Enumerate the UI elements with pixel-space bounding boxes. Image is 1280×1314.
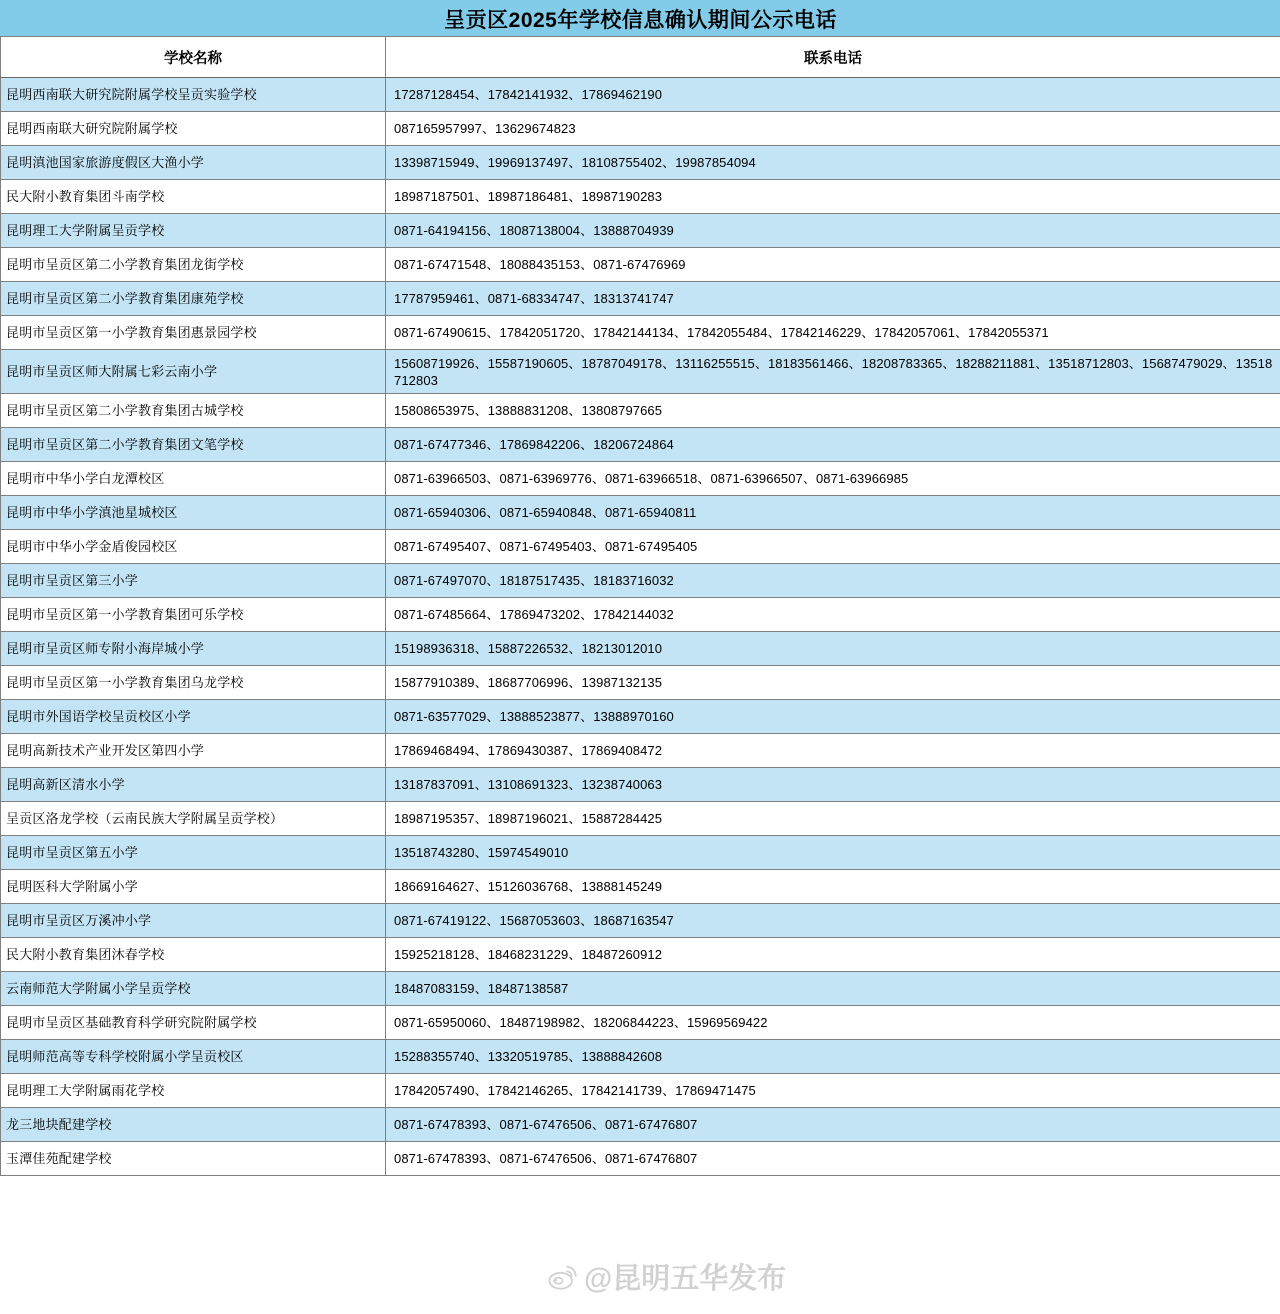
cell-contact-phone: 17787959461、0871-68334747、18313741747 [386, 282, 1280, 316]
cell-school-name: 呈贡区洛龙学校（云南民族大学附属呈贡学校） [1, 802, 386, 836]
cell-contact-phone: 15877910389、18687706996、13987132135 [386, 666, 1280, 700]
cell-contact-phone: 0871-65940306、0871-65940848、0871-65940811 [386, 496, 1280, 530]
table-row [1, 938, 1280, 972]
cell-school-name: 昆明市呈贡区基础教育科学研究院附属学校 [1, 1006, 386, 1040]
cell-school-name: 昆明西南联大研究院附属学校 [1, 112, 386, 146]
weibo-logo-icon [548, 1262, 578, 1292]
table-header-row [1, 37, 1280, 78]
cell-contact-phone: 13187837091、13108691323、13238740063 [386, 768, 1280, 802]
table-row [1, 316, 1280, 350]
cell-school-name: 昆明西南联大研究院附属学校呈贡实验学校 [1, 78, 386, 112]
cell-school-name: 昆明理工大学附属呈贡学校 [1, 214, 386, 248]
cell-contact-phone: 0871-67478393、0871-67476506、0871-67476807 [386, 1108, 1280, 1142]
cell-school-name: 昆明市呈贡区第一小学教育集团可乐学校 [1, 598, 386, 632]
table-row [1, 146, 1280, 180]
cell-contact-phone: 13518743280、15974549010 [386, 836, 1280, 870]
table-row [1, 1074, 1280, 1108]
table-row [1, 1006, 1280, 1040]
cell-school-name: 昆明高新区清水小学 [1, 768, 386, 802]
table-row [1, 564, 1280, 598]
table-row [1, 112, 1280, 146]
table-row [1, 214, 1280, 248]
table-row [1, 836, 1280, 870]
cell-contact-phone: 087165957997、13629674823 [386, 112, 1280, 146]
table-row [1, 282, 1280, 316]
table-title-row [1, 1, 1280, 37]
cell-school-name: 昆明市呈贡区师专附小海岸城小学 [1, 632, 386, 666]
cell-contact-phone: 15925218128、18468231229、18487260912 [386, 938, 1280, 972]
cell-contact-phone: 0871-67477346、17869842206、18206724864 [386, 428, 1280, 462]
table-row [1, 904, 1280, 938]
table-row [1, 768, 1280, 802]
cell-contact-phone: 0871-65950060、18487198982、18206844223、15969569422 [386, 1006, 1280, 1040]
cell-contact-phone: 0871-67495407、0871-67495403、0871-67495405 [386, 530, 1280, 564]
table-row [1, 700, 1280, 734]
cell-contact-phone: 15808653975、13888831208、13808797665 [386, 394, 1280, 428]
cell-school-name: 昆明市呈贡区第二小学教育集团古城学校 [1, 394, 386, 428]
cell-contact-phone: 13398715949、19969137497、18108755402、19987854094 [386, 146, 1280, 180]
cell-school-name: 玉潭佳苑配建学校 [1, 1142, 386, 1176]
cell-school-name: 昆明市呈贡区师大附属七彩云南小学 [1, 350, 386, 394]
cell-school-name: 昆明市呈贡区第三小学 [1, 564, 386, 598]
cell-contact-phone: 0871-67485664、17869473202、17842144032 [386, 598, 1280, 632]
table-row [1, 1040, 1280, 1074]
table-row [1, 972, 1280, 1006]
cell-school-name: 昆明市呈贡区第二小学教育集团龙街学校 [1, 248, 386, 282]
cell-school-name: 民大附小教育集团沐春学校 [1, 938, 386, 972]
cell-contact-phone: 0871-67419122、15687053603、18687163547 [386, 904, 1280, 938]
table-row [1, 428, 1280, 462]
cell-contact-phone: 18669164627、15126036768、13888145249 [386, 870, 1280, 904]
table-row [1, 248, 1280, 282]
cell-school-name: 昆明市呈贡区第二小学教育集团文笔学校 [1, 428, 386, 462]
cell-school-name: 民大附小教育集团斗南学校 [1, 180, 386, 214]
cell-contact-phone: 17287128454、17842141932、17869462190 [386, 78, 1280, 112]
weibo-handle: @昆明五华发布 [584, 1263, 787, 1295]
table-row [1, 1142, 1280, 1176]
table-row [1, 180, 1280, 214]
cell-contact-phone: 17869468494、17869430387、17869408472 [386, 734, 1280, 768]
cell-school-name: 昆明市中华小学金盾俊园校区 [1, 530, 386, 564]
cell-school-name: 昆明高新技术产业开发区第四小学 [1, 734, 386, 768]
page-title: 呈贡区2025年学校信息确认期间公示电话 [1, 1, 1280, 37]
table-row [1, 496, 1280, 530]
cell-school-name: 昆明师范高等专科学校附属小学呈贡校区 [1, 1040, 386, 1074]
cell-school-name: 昆明市呈贡区第一小学教育集团乌龙学校 [1, 666, 386, 700]
cell-school-name: 昆明医科大学附属小学 [1, 870, 386, 904]
table-row [1, 734, 1280, 768]
cell-contact-phone: 15608719926、15587190605、18787049178、13116255515、18183561466、18208783365、18288211881、13518712803、15687479029、13518712803 [386, 350, 1280, 394]
cell-school-name: 昆明滇池国家旅游度假区大渔小学 [1, 146, 386, 180]
cell-contact-phone: 0871-67478393、0871-67476506、0871-67476807 [386, 1142, 1280, 1176]
cell-school-name: 昆明市中华小学白龙潭校区 [1, 462, 386, 496]
cell-contact-phone: 0871-63966503、0871-63969776、0871-63966518、0871-63966507、0871-63966985 [386, 462, 1280, 496]
table-row [1, 598, 1280, 632]
table-row [1, 394, 1280, 428]
cell-contact-phone: 0871-63577029、13888523877、13888970160 [386, 700, 1280, 734]
cell-contact-phone: 0871-67497070、18187517435、18183716032 [386, 564, 1280, 598]
cell-contact-phone: 0871-67490615、17842051720、17842144134、17842055484、17842146229、17842057061、17842055371 [386, 316, 1280, 350]
cell-school-name: 昆明市外国语学校呈贡校区小学 [1, 700, 386, 734]
weibo-watermark [548, 1256, 786, 1297]
cell-school-name: 云南师范大学附属小学呈贡学校 [1, 972, 386, 1006]
cell-school-name: 昆明市中华小学滇池星城校区 [1, 496, 386, 530]
cell-school-name: 龙三地块配建学校 [1, 1108, 386, 1142]
cell-contact-phone: 15198936318、15887226532、18213012010 [386, 632, 1280, 666]
table-row [1, 1108, 1280, 1142]
cell-contact-phone: 0871-67471548、18088435153、0871-67476969 [386, 248, 1280, 282]
column-header-school-name: 学校名称 [1, 37, 386, 78]
table-body [1, 1, 1280, 1176]
table-row [1, 462, 1280, 496]
cell-contact-phone: 15288355740、13320519785、13888842608 [386, 1040, 1280, 1074]
cell-school-name: 昆明市呈贡区第一小学教育集团惠景园学校 [1, 316, 386, 350]
table-row [1, 78, 1280, 112]
cell-school-name: 昆明市呈贡区第二小学教育集团康苑学校 [1, 282, 386, 316]
cell-contact-phone: 18487083159、18487138587 [386, 972, 1280, 1006]
table-row [1, 530, 1280, 564]
column-header-contact-phone: 联系电话 [386, 37, 1280, 78]
table-row [1, 632, 1280, 666]
table-row [1, 870, 1280, 904]
cell-contact-phone: 18987187501、18987186481、18987190283 [386, 180, 1280, 214]
table-row [1, 802, 1280, 836]
table-row [1, 666, 1280, 700]
cell-school-name: 昆明理工大学附属雨花学校 [1, 1074, 386, 1108]
table-row [1, 350, 1280, 394]
cell-contact-phone: 0871-64194156、18087138004、13888704939 [386, 214, 1280, 248]
cell-contact-phone: 18987195357、18987196021、15887284425 [386, 802, 1280, 836]
cell-contact-phone: 17842057490、17842146265、17842141739、17869471475 [386, 1074, 1280, 1108]
cell-school-name: 昆明市呈贡区第五小学 [1, 836, 386, 870]
cell-school-name: 昆明市呈贡区万溪冲小学 [1, 904, 386, 938]
